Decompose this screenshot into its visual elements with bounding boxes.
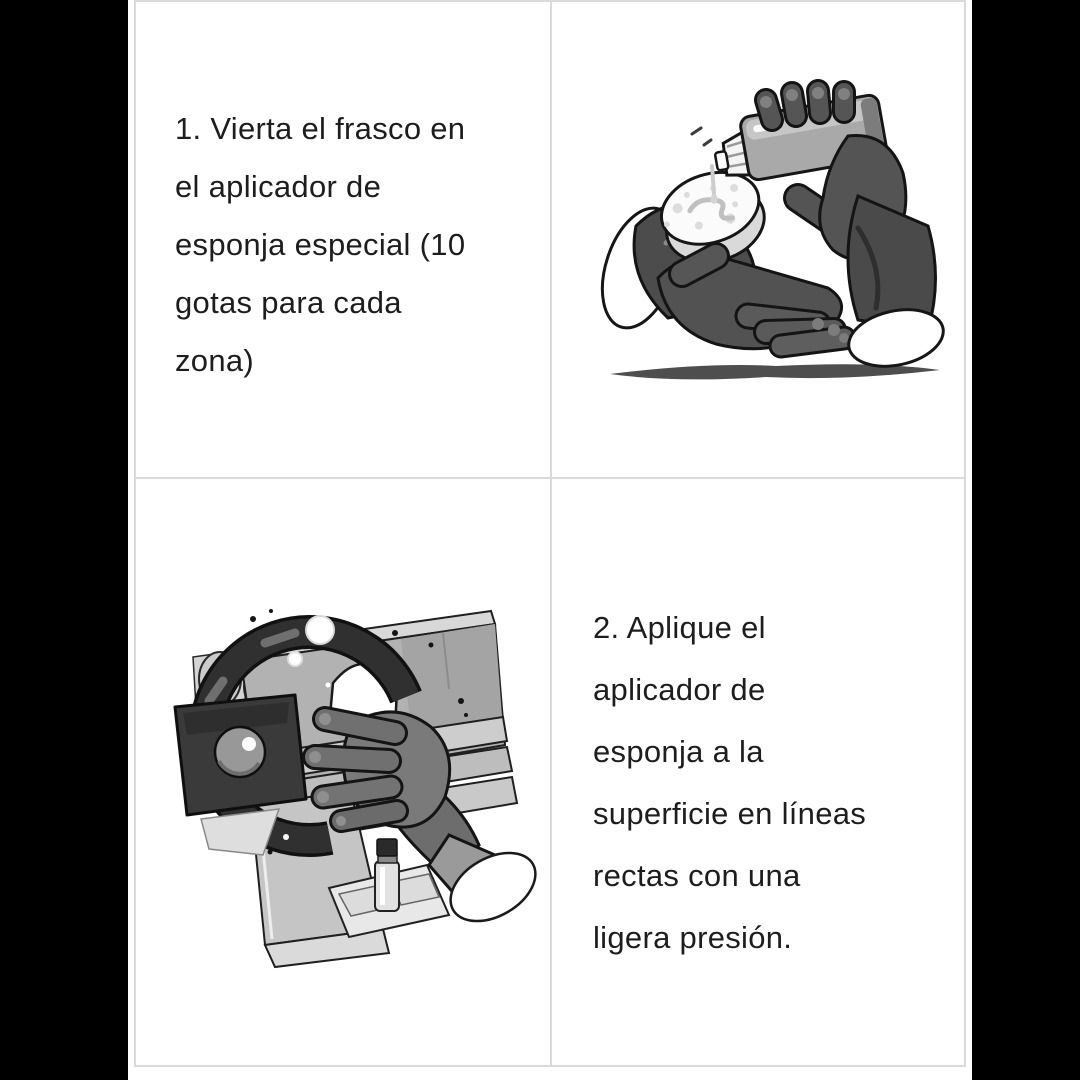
product-bottle-small bbox=[375, 839, 399, 911]
step-2-line: rectas con una bbox=[593, 858, 801, 893]
left-letterbox-bar bbox=[0, 0, 128, 1080]
step-2-line: aplicador de bbox=[593, 672, 766, 707]
step-1-line: 1. Vierta el frasco en bbox=[175, 111, 466, 146]
step-2-line: ligera presión. bbox=[593, 920, 793, 955]
step-1-line: gotas para cada bbox=[175, 285, 402, 320]
instruction-page bbox=[128, 0, 972, 1080]
step-2-line: esponja a la bbox=[593, 734, 764, 769]
grid-horizontal-divider bbox=[134, 477, 966, 479]
right-letterbox-bar bbox=[972, 0, 1080, 1080]
step-2-text bbox=[593, 597, 958, 969]
step-1-text bbox=[175, 100, 540, 390]
pouring-bottle-onto-sponge-illustration bbox=[596, 78, 966, 388]
step-2-line: superficie en líneas bbox=[593, 796, 867, 831]
motion-ticks bbox=[692, 128, 711, 145]
step-1-line: esponja especial (10 bbox=[175, 227, 466, 262]
step-2-line: 2. Aplique el bbox=[593, 610, 766, 645]
step-1-line: zona) bbox=[175, 343, 255, 378]
step-1-line: el aplicador de bbox=[175, 169, 382, 204]
dashboard-wiping-illustration bbox=[143, 597, 573, 982]
